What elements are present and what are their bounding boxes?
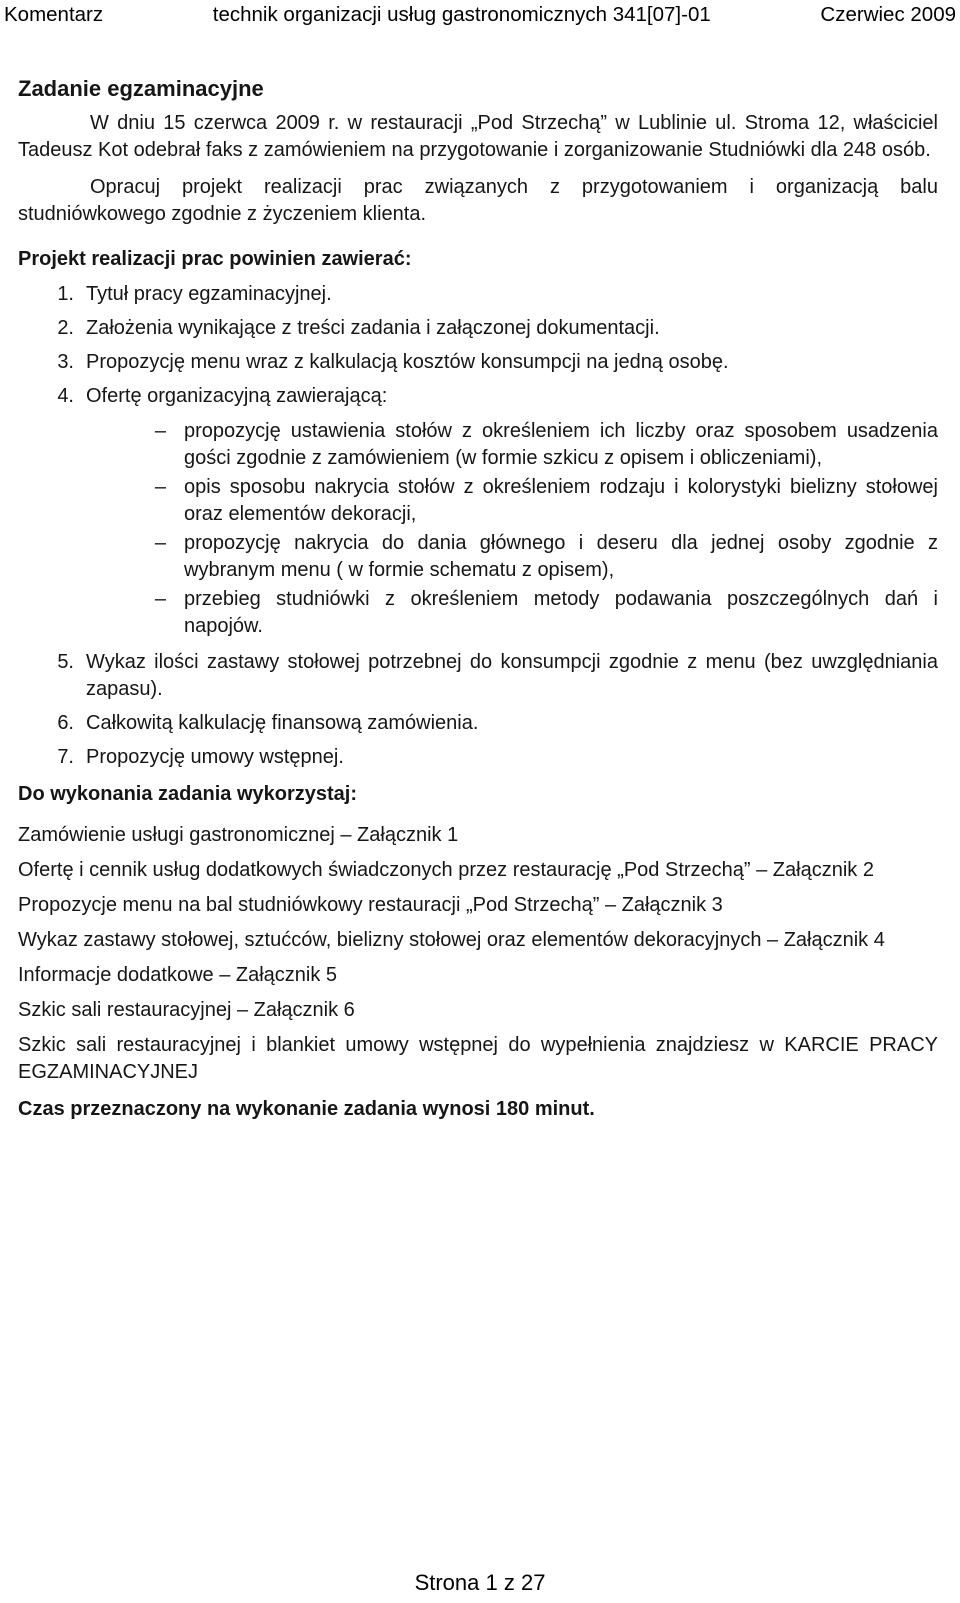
page-title: Zadanie egzaminacyjne: [18, 76, 264, 101]
sublist-item: [86, 474, 938, 528]
list-item-text: Wykaz ilości zastawy stołowej potrzebnej do konsumpcji zgodnie z menu (bez uwzględniania zapasu).: [86, 651, 938, 700]
dash-bullet: –: [154, 588, 166, 610]
page-number: Strona 1 z 27: [414, 1570, 546, 1595]
list-item-number: 2.: [57, 317, 74, 339]
list-item: [18, 383, 938, 642]
list-item-content: [86, 383, 938, 642]
intro-paragraph-2: Opracuj projekt realizacji prac związanych z przygotowaniem i organizacją balu studniówkowego zgodnie z życzeniem klienta.: [18, 176, 938, 225]
time-note: Czas przeznaczony na wykonanie zadania wynosi 180 minut.: [18, 1098, 595, 1120]
offer-sublist: [86, 418, 938, 640]
header-profession: technik organizacji usług gastronomicznych 341[07]-01: [212, 3, 711, 26]
list-item-number: 4.: [57, 385, 74, 407]
list-item-text: Tytuł pracy egzaminacyjnej.: [86, 283, 332, 305]
list-item-number: 5.: [57, 651, 74, 673]
sublist-item-text: propozycję ustawienia stołów z określeniem ich liczby oraz sposobem usadzenia gości zgodnie z zamówieniem (w formie szkicu z opisem i obliczeniami),: [184, 420, 938, 469]
requirements-list: [18, 281, 938, 771]
list-item-text: Całkowitą kalkulację finansową zamówienia.: [86, 712, 479, 734]
sublist-item-text: propozycję nakrycia do dania głównego i deseru dla jednej osoby zgodnie z wybranym menu ( w formie schematu z opisem),: [184, 532, 938, 581]
attachment-item: Wykaz zastawy stołowej, sztućców, bielizny stołowej oraz elementów dekoracyjnych – Załącznik 4: [18, 929, 885, 951]
attachment-item: Szkic sali restauracyjnej i blankiet umowy wstępnej do wypełnienia znajdziesz w KARCIE PRACY EGZAMINACYJNEJ: [18, 1034, 938, 1083]
sublist-item: [86, 418, 938, 472]
sublist-item: [86, 586, 938, 640]
list-item: [18, 315, 938, 342]
list-item-text: Ofertę organizacyjną zawierającą:: [86, 385, 388, 407]
list-item: [18, 649, 938, 703]
list-item-text: Propozycję menu wraz z kalkulacją kosztów konsumpcji na jedną osobę.: [86, 351, 729, 373]
list-item: [18, 281, 938, 308]
header-doc-type: Komentarz: [4, 3, 104, 26]
dash-bullet: –: [154, 532, 166, 554]
dash-bullet: –: [154, 420, 166, 442]
sublist-item-text: przebieg studniówki z określeniem metody podawania poszczególnych dań i napojów.: [184, 588, 938, 637]
list-item-number: 6.: [57, 712, 74, 734]
attachment-item: Zamówienie usługi gastronomicznej – Załącznik 1: [18, 824, 459, 846]
list-item-number: 3.: [57, 351, 74, 373]
list-item: [18, 744, 938, 771]
attachments-list: [18, 822, 938, 1086]
sublist-item: [86, 530, 938, 584]
list-item-text: Założenia wynikające z treści zadania i załączonej dokumentacji.: [86, 317, 660, 339]
attachment-item: Propozycje menu na bal studniówkowy restauracji „Pod Strzechą” – Załącznik 3: [18, 894, 723, 916]
document-body: [18, 74, 938, 1123]
attachment-item: Szkic sali restauracyjnej – Załącznik 6: [18, 999, 355, 1021]
list-item-number: 1.: [57, 283, 74, 305]
list-item-text: Propozycję umowy wstępnej.: [86, 746, 344, 768]
list-item-number: 7.: [57, 746, 74, 768]
page-header: [4, 3, 956, 27]
project-heading: Projekt realizacji prac powinien zawierać:: [18, 248, 412, 270]
attachment-item: Ofertę i cennik usług dodatkowych świadczonych przez restaurację „Pod Strzechą” – Załącznik 2: [18, 859, 874, 881]
intro-paragraph-1: W dniu 15 czerwca 2009 r. w restauracji „Pod Strzechą” w Lublinie ul. Stroma 12, właściciel Tadeusz Kot odebrał faks z zamówieniem na przygotowanie i zorganizowanie Studniówki dla 248 osób.: [18, 112, 938, 161]
header-date: Czerwiec 2009: [820, 3, 956, 26]
sublist-item-text: opis sposobu nakrycia stołów z określeniem rodzaju i kolorystyki bielizny stołowej oraz elementów dekoracji,: [184, 476, 938, 525]
resources-heading: Do wykonania zadania wykorzystaj:: [18, 783, 357, 805]
list-item: [18, 710, 938, 737]
attachment-item: Informacje dodatkowe – Załącznik 5: [18, 964, 338, 986]
dash-bullet: –: [154, 476, 166, 498]
list-item: [18, 349, 938, 376]
